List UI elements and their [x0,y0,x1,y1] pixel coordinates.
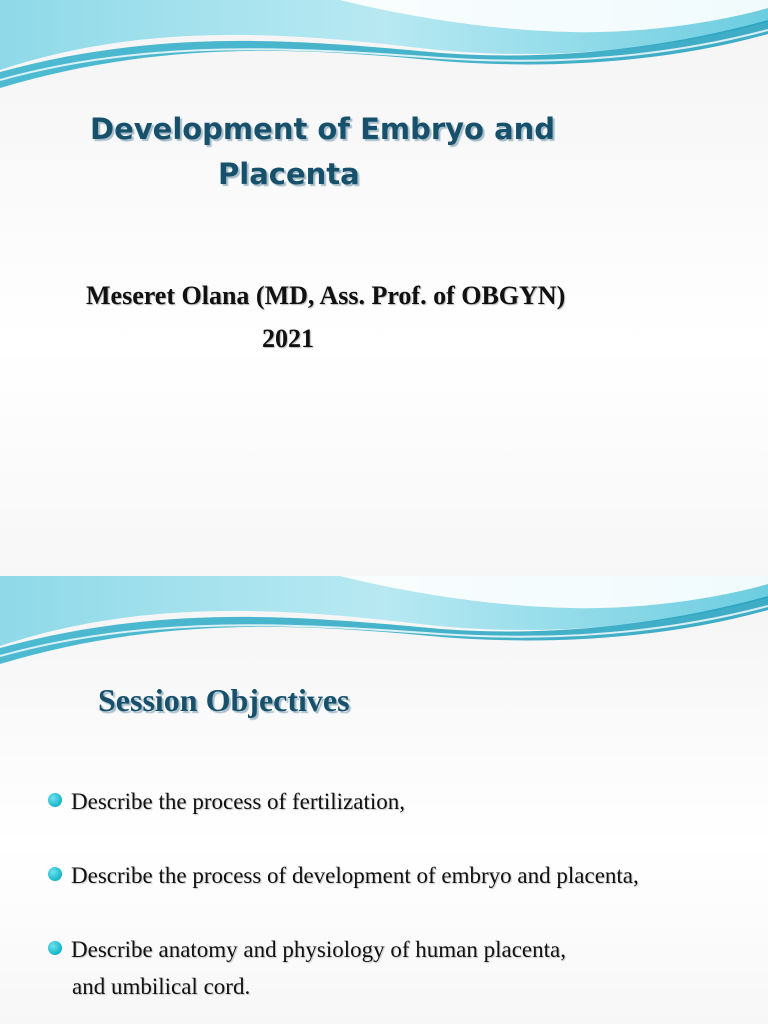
author-line: Meseret Olana (MD, Ass. Prof. of OBGYN) [86,281,566,310]
bullet-dot-icon [48,867,62,881]
objective-text: Describe the process of fertilization, [71,789,406,814]
objectives-slide [0,576,768,1024]
wave-banner-decoration [0,576,768,676]
slide-title-line-1: Development of Embryo and [90,112,556,146]
objective-text: Describe anatomy and physiology of human placenta, [71,937,566,962]
objective-continuation: and umbilical cord. [72,974,251,999]
slide-title-line-2: Placenta [218,157,360,191]
section-heading: Session Objectives [98,682,350,718]
objective-text: Describe the process of development of embryo and placenta, [71,863,639,888]
year-label: 2021 [262,324,314,353]
bullet-dot-icon [48,793,62,807]
wave-banner-decoration [0,0,768,100]
bullet-dot-icon [48,941,62,955]
